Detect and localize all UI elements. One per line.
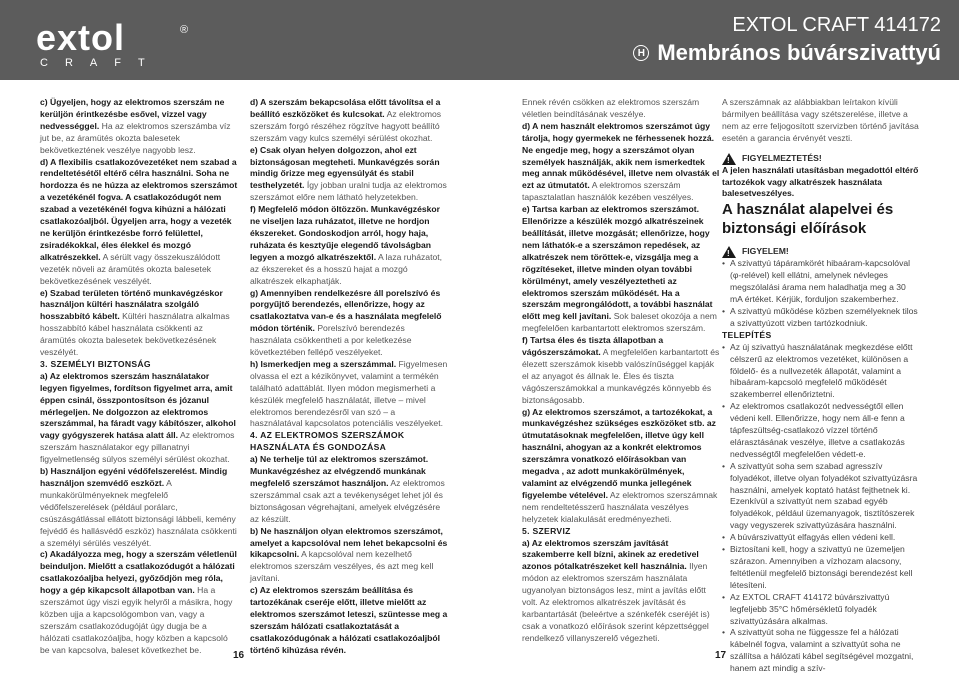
list-item: • A búvárszivattyút elfagyás ellen védeni kell. [722,532,920,544]
document-title-text: Membrános búvárszivattyú [657,40,941,65]
section-heading: TELEPÍTÉS [722,329,772,340]
installation-list [722,342,920,675]
bold-text: e) Szabad területen történő munkavégzéskor használjon kültéri használatra szolgáló hosszabbító kábelt. [40,287,223,322]
body-text: Ilyen módon az elektromos szerszám használata ugyanolyan biztonságos lesz, mint a javítás előtt volt. Az elektromos alkatrészek javítását és karbantartását (beleértve a szénkefék cseréjét is) csak a vonatkozó előírások szerint képzettséggel rendelkező villanyszerelő végezheti. [522,561,710,643]
paragraph [40,549,238,656]
paragraph [40,288,238,359]
list-item: • Az új szivattyú használatának megkezdése előtt célszerű az elektromos vezetéket, különösen a földelő- és a nullvezeték állapotát, valamint a hibaáram-kapcsoló megfelelő működését szakemberrel ellenőriztetni. [722,342,920,402]
bold-text: a) Az elektromos szerszám használatakor legyen figyelmes, fordítson figyelmet arra, amit éppen csinál, összpontosítson és józanul mérlegeljen. Ne dolgozzon az elektromos szerszámmal, ha fáradt vagy kábítószer, alkohol vagy gyógyszerek hatása alatt áll. [40,370,236,441]
body-text: A megfelelően karbantartott és élezett szerszámok kisebb valószínűséggel kapják el az anyagot és állnak le. Éles és tiszta vágószerszámokkal a munkavégzés könnyebb és biztonságosabb. [522,347,720,405]
paragraph [250,526,448,586]
logo-wordmark: extol [36,17,126,58]
body-text: Ha a szerszámot úgy viszi egyik helyről a másikra, hogy közben ujja a kapcsológombon van, vagy a szerszám csatlakozódugóját úgy dugja be a hálózati csatlakozóaljba, hogy közben a kapcsoló be van kapcsolva, baleset következhet be. [40,585,233,655]
body-text: A sérült vagy összekuszálódott vezeték növeli az áramütés okozta balesetek bekövetkezésének veszélyét. [40,251,221,286]
paragraph [522,335,720,406]
body-text: A elektromos szerszám tapasztalatlan használók kezében veszélyes. [522,180,694,203]
list-item: • Az elektromos csatlakozót nedvességtől ellen védeni kell. Ellenőrizze, hogy nem áll-e fenn a tápfeszültség-csatlakozó vízzel történő elárasztásának veszélye, illetve a csatlakozás nedvességtől megfelelően védett-e. [722,401,920,461]
bold-text: b) Használjon egyéni védőfelszerelést. Mindig használjon szemvédő eszközt. [40,466,228,488]
section-heading: 3. SZEMÉLYI BIZTONSÁG [40,358,151,369]
body-text: A munkakörülményeknek megfelelő védőfelszerelések (például porálarc, csúszásgátlással ellátott biztonsági lábbeli, kemény fejvédő és hallásvédő eszköz) használata csökkenti a személyi sérülés veszélyét. [40,478,237,548]
bold-text: e) Tartsa karban az elektromos szerszámot. Ellenőrizze a készülék mozgó alkatrészeinek beállítását, illetve mozgását; ellenőrizze, hogy nem láthatók-e a szerszámon repedések, az alkatrészek nem töröttek-e, vizsgálja meg a rögzítéseket, illetve minden olyan további körülményt, amely veszélyeztetheti az elektromos szerszám működését. Ha a szerszám megrongálódott, a további használat előtt meg kell javítani. [522,204,713,322]
bold-text: e) Csak olyan helyen dolgozzon, ahol ezt biztonságosan megteheti. Munkavégzés során mindig őrizze meg egyensúlyát és stabil testhelyzetét. [250,144,440,191]
extol-logo [36,17,196,70]
bold-text: b) Ne használjon olyan elektromos szerszámot, amelyet a kapcsolóval nem lehet bekapcsolni és kikapcsolni. [250,525,448,560]
column-1 [40,97,238,657]
caution-list [722,258,920,329]
bold-text: a) Az elektromos szerszám javítását szakemberre kell bízni, akinek az eredetivel azonos pótalkatrészeket kell használnia. [522,537,699,572]
bold-text: f) Tartsa éles és tiszta állapotban a vágószerszámokat. [522,335,664,358]
paragraph [250,145,448,205]
body-text: Az elektromos szerszám forgó részéhez rögzítve hagyott beállító szerszám vagy kulcs személyi sérülést okozhat. [250,108,442,143]
list-item: • A szivattyú működése közben személyeknek tilos a szivattyúzott vizben tartózkodniuk. [722,306,920,330]
body-text: A szerszámnak az alábbiakban leírtakon kívüli bármilyen beállítása vagy szétszerelése, illetve a nem az erre feljogosított szervizben történő javítása esetén a garancia érvényét veszti. [722,97,919,143]
paragraph [522,121,720,204]
list-item: • A szivattyút soha sem szabad agresszív folyadékot, illetve olyan folyadékot szivattyúzásra használni, amelyek koptató hatást fejthetnek ki. Ezenkívül a szivattyút nem szabad egyéb folyadékok, például üzemanyagok, tisztítószerek vagy vegyszerek szivattyúzására használni. [722,461,920,532]
warning-icon: ! [722,153,736,165]
paragraph [522,407,720,526]
paragraph [722,97,920,145]
list-item: • Biztosítani kell, hogy a szivattyú ne üzemeljen szárazon. Amennyiben a vízhozam alacsony, feltétlenül megfelelő biztonsági berendezést kell létesíteni. [722,544,920,592]
body-text: Figyelmesen olvassa el ezt a kézikönyvet, valamint a termékén található adattáblát. Ilyen módon megismerheti a készülék megfelelő használatát, illetve – mivel elektromos berendezésről van szó – a használatával kapcsolatos potenciális veszélyeket. [250,358,448,429]
body-text: Kültéri használatra alkalmas hosszabbító kábel használata csökkenti az áramütés okozta balesetek bekövetkezésének veszélyét. [40,311,230,358]
paragraph [250,204,448,287]
paragraph [40,371,238,466]
body-text: A laza ruházatot, az ékszereket és a hosszú hajat a mozgó alkatrészek elkaphatják. [250,251,443,286]
page-header [0,0,959,80]
logo-subtitle: CRAFT [40,57,162,69]
body-text: A kapcsolóval nem kezelhető elektromos szerszám veszélyes, és azt meg kell javítani. [250,549,434,584]
bold-text: c) Ügyeljen, hogy az elektromos szerszám ne kerüljön érintkezésbe esővel, vizzel vagy nedvességgel. [40,97,225,131]
body-text: Az elektromos szerszámmal csak azt a tevékenységet lehet jól és biztonságosan végrehajtani, amelyek elvégzésére az készült. [250,478,445,524]
bold-text: f) Megfelelő módon öltözzön. Munkavégzéskor ne viseljen laza ruházatot, illetve ne hordjon ékszereket. Gondoskodjon arról, hogy haja, ruházata és kesztyűje elegendő távolságban legyen a mozgó alkatrészektől. [250,204,441,262]
paragraph [522,204,720,335]
paragraph [250,585,448,656]
section-title: A használat alapelvei és biztonsági előírások [722,201,894,238]
warning-icon: ! [722,246,736,258]
product-model: EXTOL CRAFT 414172 [732,14,941,36]
column-2 [250,97,448,657]
paragraph [40,466,238,549]
column-3 [522,97,720,645]
body-text: Az elektromos szerszámnak nem rendeltetésszerű használata veszélyes helyzetek kialakulását eredményezheti. [522,489,718,524]
list-item: • A szivattyút soha ne függessze fel a hálózati kábelnél fogva, valamint a szivattyút soha ne szállítsa a hálózati kábel segítségével mozgatni, hanem azt mindig a szív- [722,627,920,675]
warning-heading [722,153,920,165]
paragraph [522,97,720,121]
section-heading: 5. SZERVIZ [522,525,571,536]
body-text: Sok baleset okozója a nem megfelelően karbantartott elektromos szerszám. [522,311,717,334]
bold-text: d) A szerszám bekapcsolása előtt távolítsa el a beállító eszközöket és kulcsokat. [250,97,441,119]
body-text: Így jobban uralni tudja az elektromos szerszámot előre nem látható helyzetekben. [250,180,447,203]
caution-heading [722,246,920,258]
bold-text: g) Az elektromos szerszámot, a tartozékokat, a munkavégzéshez szükséges eszközöket stb. az útmutatásoknak megfelelően, illetve úgy kell használni, ahogyan az a konkrét elektromos szerszámra vonatkozó előírásokban van megadva , az adott munkakörülmények, valamint az elvégzendő munka jellegének figyelembe vételével. [522,406,716,500]
paragraph [250,288,448,359]
paragraph [40,157,238,288]
body-text: Ha az elektromos szerszámba víz jut be, az áramütés okozta balesetek bekövetkeztének veszélye nagyobb lesz. [40,120,231,155]
paragraph [250,359,448,430]
registered-mark: ® [180,24,189,36]
bold-text: d) A nem használt elektromos szerszámot úgy tárolja, hogy gyermekek ne férhessenek hozzá. Ne engedje meg, hogy a szerszámot olyan személyek használják, akik nem ismerkedtek meg annak működésével, illetve nem olvasták el ezt az útmutatót. [522,120,720,191]
warning-label: FIGYELMEZTETÉS! [742,152,822,163]
paragraph [522,538,720,645]
bold-text: h) Ismerkedjen meg a szerszámmal. [250,358,397,369]
paragraph [250,454,448,525]
page-number-left: 16 [233,650,245,661]
body-text: Porelszívó berendezés használata csökkentheti a por keletkezése következtében fellépő veszélyeket. [250,323,412,358]
bold-text: c) Akadályozza meg, hogy a szerszám véletlenül beinduljon. Mielőtt a csatlakozódugót a hálózati csatlakozóaljba helyezi, győződjön meg róla, hogy a gép kikapcsolt állapotban van. [40,549,237,596]
caution-label: FIGYELEM! [742,246,789,257]
warning-text: A jelen használati utasításban megadottól eltérő tartozékok vagy alkatrészek használata balesetveszélyes. [722,164,919,199]
paragraph [250,97,448,145]
language-badge: H [633,45,649,61]
paragraph [40,97,238,157]
section-heading: 4. AZ ELEKTROMOS SZERSZÁMOK HASZNÁLATA ÉS GONDOZÁSA [250,430,405,453]
bold-text: g) Amennyiben rendelkezésre áll porelszívó és porgyűjtő berendezés, ellenőrizze, hogy az csatlakoztatva van-e és a használata megfelelő módon történik. [250,287,442,334]
list-item: • Az EXTOL CRAFT 414172 búvárszivattyú legfeljebb 35°C hőmérsékletű folyadék szivattyúzására alkalmas. [722,592,920,628]
body-text: Az elektromos szerszám használatakor egy pillanatnyi figyelmetlenség súlyos személyi sérülést okozhat. [40,430,235,465]
bold-text: c) Az elektromos szerszám beállítása és tartozékának cseréje előtt, illetve mielőtt az elektromos szerszámot leteszi, szüntesse meg a szerszám hálózati csatlakoztatását a csatlakozódugónak a hálózati csatlakozóaljból történő kihúzása révén. [250,585,448,655]
column-4 [722,97,920,675]
body-text: Ennek révén csökken az elektromos szerszám véletlen beindításának veszélye. [522,97,700,119]
bold-text: d) A flexibilis csatlakozóvezetéket nem szabad a rendeltetésétől eltérő célra használni. Soha ne hordozza és ne húzza az elektromos szerszámot a vezetékénél fogva. A csatlakozódugót nem szabad a vezetékénél fogva kihúzni a hálózati csatlakozóaljból. Ügyeljen arra, hogy a vezeték ne kerüljön érintkezésbe forró felülettel, zsiradékokkal, éles élekkel és mozgó alkatrészekkel. [40,156,238,262]
list-item: • A szivattyú tápáramkörét hibaáram-kapcsolóval (φ-relével) kell ellátni, amelynek névleges megszólalási árama nem haladhatja meg a 30 mA értéket. Kérjük, forduljon szakemberhez. [722,258,920,306]
bold-text: a) Ne terhelje túl az elektromos szerszámot. Munkavégzéshez az elvégzendő munkának megfelelő szerszámot használjon. [250,454,429,488]
page-number-right: 17 [715,650,727,661]
document-title [633,40,941,66]
